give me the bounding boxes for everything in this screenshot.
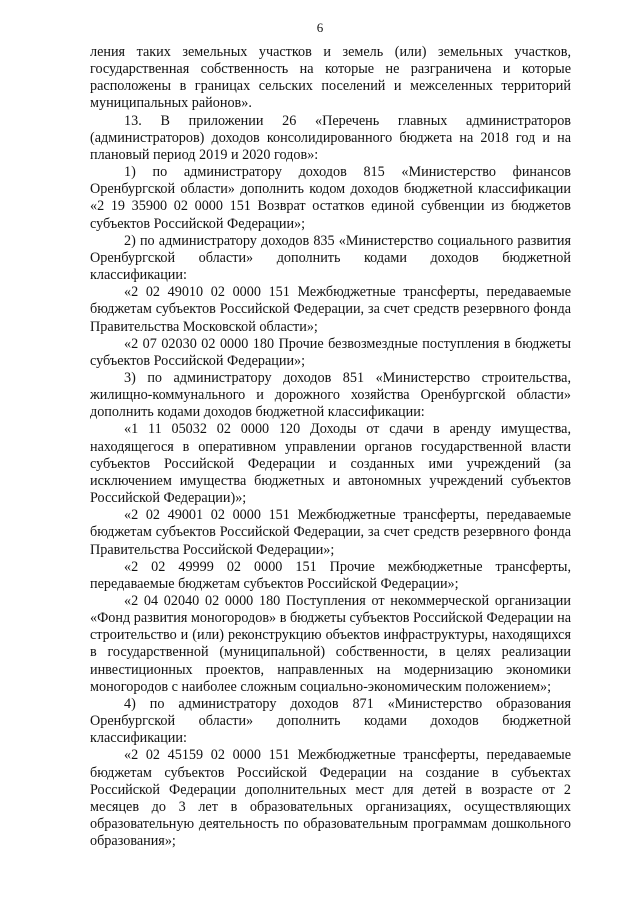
paragraph-subitem-2: 2) по администратору доходов 835 «Министерство социального развития Оренбургской области» дополнить кодами доходов бюджетной классификации: xyxy=(90,232,571,284)
paragraph-subitem-4: 4) по администратору доходов 871 «Министерство образования Оренбургской области» дополнить кодами доходов бюджетной классификации: xyxy=(90,695,571,747)
paragraph-code-entry: «2 02 49999 02 0000 151 Прочие межбюджетные трансферты, передаваемые бюджетам субъектов Российской Федерации»; xyxy=(90,558,571,592)
paragraph-code-entry: «2 04 02040 02 0000 180 Поступления от некоммерческой организации «Фонд развития моногородов» в бюджеты субъектов Российской Федерации на строительство и (или) реконструкцию объектов инфраструктуры, находящихся в государственной (муниципальной) собственности, в целях реализации инвестиционных проектов, направленных на модернизацию экономики моногородов с наиболее сложным социально-экономическим положением»; xyxy=(90,593,571,695)
page-number: 6 xyxy=(316,20,324,35)
paragraph-code-entry: «2 07 02030 02 0000 180 Прочие безвозмездные поступления в бюджеты субъектов Российской Федерации»; xyxy=(90,335,571,369)
paragraph-subitem-3: 3) по администратору доходов 851 «Министерство строительства, жилищно-коммунального и дорожного хозяйства Оренбургской области» дополнить кодами доходов бюджетной классификации: xyxy=(90,369,571,421)
paragraph-code-entry: «2 02 45159 02 0000 151 Межбюджетные трансферты, передаваемые бюджетам субъектов Российской Федерации на создание в субъектах Российской Федерации дополнительных мест для детей в возрасте от 2 месяцев до 3 лет в образовательных организациях, осуществляющих образовательную деятельность по образовательным программам дошкольного образования»; xyxy=(90,747,571,850)
document-body xyxy=(90,44,571,850)
paragraph-continuation: ления таких земельных участков и земель (или) земельных участков, государственная собственность на которые не разграничена и которые расположены в границах сельских поселений и межселенных территорий муниципальных районов». xyxy=(90,44,571,112)
paragraph-subitem-1: 1) по администратору доходов 815 «Министерство финансов Оренбургской области» дополнить кодом доходов бюджетной классификации «2 19 35900 02 0000 151 Возврат остатков единой субвенции из бюджетов субъектов Российской Федерации»; xyxy=(90,164,571,232)
paragraph-code-entry: «2 02 49010 02 0000 151 Межбюджетные трансферты, передаваемые бюджетам субъектов Российской Федерации, за счет средств резервного фонда Правительства Московской области»; xyxy=(90,284,571,335)
paragraph-item-13: 13. В приложении 26 «Перечень главных администраторов (администраторов) доходов консолидированного бюджета на 2018 год и на плановый период 2019 и 2020 годов»: xyxy=(90,112,571,163)
paragraph-code-entry: «2 02 49001 02 0000 151 Межбюджетные трансферты, передаваемые бюджетам субъектов Российской Федерации, за счет средств резервного фонда Правительства Российской Федерации»; xyxy=(90,507,571,558)
paragraph-code-entry: «1 11 05032 02 0000 120 Доходы от сдачи в аренду имущества, находящегося в оперативном управлении органов государственной власти субъектов Российской Федерации и созданных ими учреждений (за исключением имущества бюджетных и автономных учреждений субъектов Российской Федерации)»; xyxy=(90,421,571,507)
